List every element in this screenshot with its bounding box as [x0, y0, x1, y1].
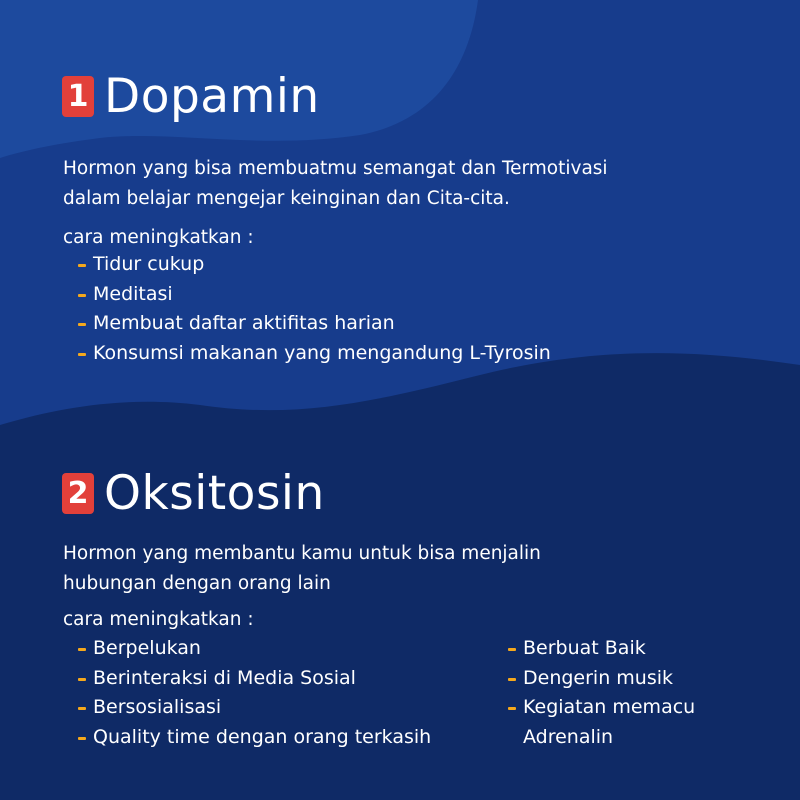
section2-title: Oksitosin [104, 466, 325, 521]
section1-description-line: dalam belajar mengejar keinginan dan Cita-cita. [63, 188, 510, 209]
list-item: Membuat daftar aktifitas harian [77, 309, 551, 339]
section2-caption: cara meningkatkan : [63, 609, 254, 630]
dash-bullet-icon [77, 723, 93, 753]
list-item: Berpelukan [77, 634, 431, 664]
section2-number-badge: 2 [62, 473, 94, 514]
list-item: Tidur cukup [77, 250, 551, 280]
dash-bullet-icon [77, 309, 93, 339]
list-item: Meditasi [77, 280, 551, 310]
dash-bullet-icon [77, 664, 93, 694]
list-item: Dengerin musik [507, 664, 695, 694]
section2-description [63, 539, 541, 599]
section1-heading [62, 69, 320, 124]
dash-bullet-icon [77, 339, 93, 369]
list-item: Bersosialisasi [77, 693, 431, 723]
list-item: Berinteraksi di Media Sosial [77, 664, 431, 694]
section2-list-left [77, 634, 431, 752]
dash-bullet-icon [507, 664, 523, 694]
section2-heading [62, 466, 325, 521]
section1-number-badge: 1 [62, 76, 94, 117]
list-item: Berbuat Baik [507, 634, 695, 664]
section1-description-line: Hormon yang bisa membuatmu semangat dan Termotivasi [63, 158, 608, 179]
list-item: Quality time dengan orang terkasih [77, 723, 431, 753]
list-item: Konsumsi makanan yang mengandung L-Tyrosin [77, 339, 551, 369]
dash-bullet-icon [77, 693, 93, 723]
dash-bullet-icon [507, 693, 523, 723]
section1-title: Dopamin [104, 69, 320, 124]
dash-bullet-icon [507, 634, 523, 664]
section1-caption: cara meningkatkan : [63, 227, 254, 248]
list-item: Adrenalin [523, 725, 614, 748]
section1-list [77, 250, 551, 368]
dash-bullet-icon [77, 634, 93, 664]
section2-description-line: Hormon yang membantu kamu untuk bisa menjalin [63, 543, 541, 564]
section2-list-right [507, 634, 695, 752]
section2-description-line: hubungan dengan orang lain [63, 573, 331, 594]
section1-description [63, 154, 608, 214]
dash-bullet-icon [77, 250, 93, 280]
list-item: Kegiatan memacu [507, 693, 695, 723]
dash-bullet-icon [77, 280, 93, 310]
